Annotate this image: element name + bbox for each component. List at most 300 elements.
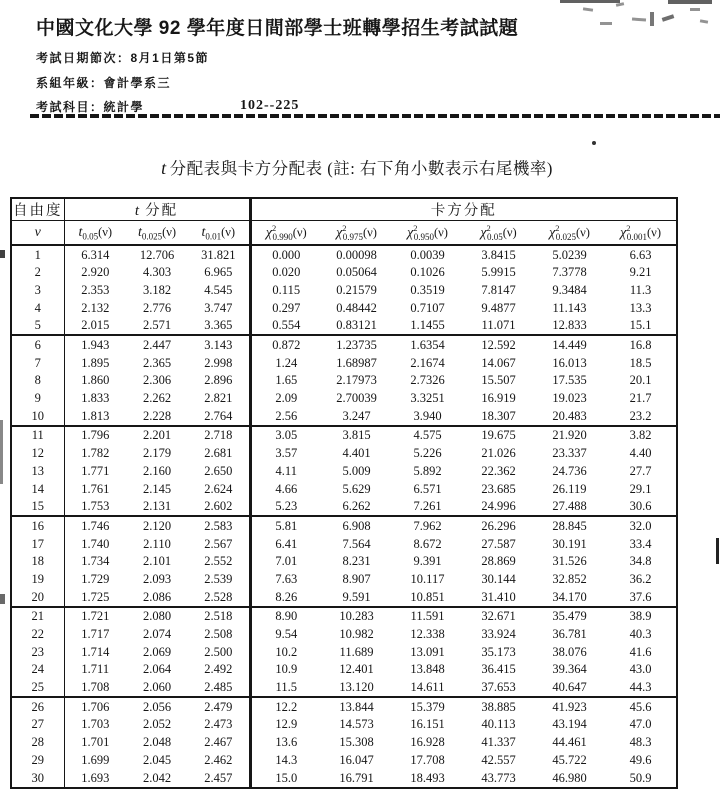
value-cell: 15.0	[275, 770, 298, 785]
table-row	[11, 716, 677, 734]
value-cell: 2.479	[188, 697, 250, 716]
df-cell: 2	[11, 264, 64, 282]
df-cell: 1	[11, 245, 64, 264]
col-header-chi-0-975: $\chi^2_{0.975}(\nu)$	[321, 221, 392, 246]
value-cell: 18.5	[629, 355, 652, 370]
value-cell: 24.996	[481, 499, 516, 514]
value-cell: 1.943	[64, 335, 126, 354]
value-cell: 2.045	[142, 752, 172, 767]
value-cell: 24.736	[552, 463, 587, 478]
value-cell: 31.821	[188, 245, 250, 264]
value-cell: 1.65	[275, 373, 298, 388]
value-cell: 37.6	[629, 589, 652, 604]
df-cell: 9	[11, 390, 64, 408]
value-cell: 9.3484	[552, 282, 587, 297]
value-cell: 47.0	[629, 717, 652, 732]
value-cell: 11.5	[275, 680, 297, 695]
value-cell: 27.587	[481, 536, 516, 551]
value-cell: 45.6	[605, 697, 677, 716]
col-header-t-0-025: $t_{0.025}(\nu)$	[126, 221, 188, 246]
value-cell: 1.734	[81, 554, 110, 569]
value-cell: 1.860	[81, 373, 110, 388]
value-cell: 36.415	[481, 662, 516, 677]
value-cell: 20.1	[629, 373, 652, 388]
value-cell: 1.703	[81, 717, 110, 732]
table-row	[11, 588, 677, 607]
value-cell: 31.526	[552, 554, 587, 569]
value-cell: 3.940	[413, 408, 442, 423]
value-cell: 0.1026	[410, 265, 445, 280]
value-cell: 50.9	[629, 770, 652, 785]
value-cell: 2.821	[188, 390, 250, 408]
value-cell: 2.552	[188, 553, 250, 571]
table-row	[11, 516, 677, 535]
value-cell: 9.4877	[481, 300, 516, 315]
table-row	[11, 751, 677, 769]
df-cell: 14	[11, 480, 64, 498]
value-cell: 4.575	[392, 426, 463, 445]
value-cell: 43.773	[481, 770, 516, 785]
value-cell: 0.3519	[410, 282, 445, 297]
value-cell: 2.110	[143, 536, 171, 551]
value-cell: 2.160	[142, 463, 172, 478]
value-cell: 16.047	[339, 752, 374, 767]
table-row	[11, 661, 677, 679]
value-cell: 22.362	[481, 463, 516, 478]
table-row	[11, 498, 677, 517]
value-cell: 16.791	[339, 770, 374, 785]
table-row	[11, 697, 677, 716]
value-cell: 1.711	[81, 662, 110, 677]
value-cell: 16.919	[481, 391, 516, 406]
value-cell: 1.771	[81, 463, 110, 478]
value-cell: 10.851	[410, 589, 445, 604]
value-cell: 33.924	[481, 627, 516, 642]
table-row	[11, 390, 677, 408]
t-group-label: 分配	[145, 203, 179, 219]
value-cell: 6.41	[275, 536, 298, 551]
value-cell: 2.467	[188, 734, 250, 752]
df-cell: 23	[11, 643, 64, 661]
value-cell: 36.781	[552, 627, 587, 642]
scan-artifact	[662, 14, 675, 22]
value-cell: 9.21	[629, 265, 652, 280]
sub-header-row	[11, 221, 677, 246]
table-row	[11, 354, 677, 372]
table-row	[11, 462, 677, 480]
value-cell: 2.064	[142, 662, 172, 677]
value-cell: 9.591	[342, 589, 371, 604]
scan-artifact	[592, 141, 596, 145]
value-cell: 1.746	[64, 516, 126, 535]
value-cell: 2.048	[142, 735, 172, 750]
col-header-chi-0-990: $\chi^2_{0.990}(\nu)$	[250, 221, 321, 246]
col-header-t-0-01: $t_{0.01}(\nu)$	[188, 221, 250, 246]
df-cell: 7	[11, 354, 64, 372]
df-cell: 5	[11, 317, 64, 336]
value-cell: 13.091	[410, 644, 445, 659]
value-cell: 5.0239	[552, 247, 587, 262]
value-cell: 8.907	[342, 571, 371, 586]
value-cell: 4.545	[188, 281, 250, 299]
value-cell: 40.647	[552, 680, 587, 695]
df-cell: 17	[11, 535, 64, 553]
df-cell: 30	[11, 769, 64, 788]
value-cell: 2.086	[142, 589, 172, 604]
value-cell: 1.721	[64, 607, 126, 626]
value-cell: 21.920	[534, 426, 605, 445]
value-cell: 27.488	[552, 499, 587, 514]
value-cell: 36.2	[629, 571, 652, 586]
value-cell: 2.473	[188, 716, 250, 734]
value-cell: 3.82	[605, 426, 677, 445]
value-cell: 5.81	[250, 516, 321, 535]
value-cell: 2.56	[275, 408, 298, 423]
table-row	[11, 607, 677, 626]
df-cell: 29	[11, 751, 64, 769]
value-cell: 16.928	[410, 735, 445, 750]
value-cell: 0.554	[272, 318, 301, 333]
value-cell: 2.353	[81, 282, 110, 297]
table-row	[11, 553, 677, 571]
value-cell: 7.962	[392, 516, 463, 535]
value-cell: 30.144	[481, 571, 516, 586]
value-cell: 4.40	[629, 446, 652, 461]
value-cell: 41.923	[534, 697, 605, 716]
value-cell: 27.7	[629, 463, 652, 478]
value-cell: 7.261	[413, 499, 442, 514]
value-cell: 2.571	[142, 318, 172, 333]
dashed-divider	[30, 114, 720, 118]
table-row	[11, 570, 677, 588]
value-cell: 5.23	[275, 499, 298, 514]
value-cell: 16.8	[605, 335, 677, 354]
value-cell: 13.120	[339, 680, 374, 695]
value-cell: 6.571	[413, 481, 442, 496]
distribution-table	[10, 197, 678, 789]
df-cell: 25	[11, 679, 64, 698]
value-cell: 2.093	[142, 571, 172, 586]
value-cell: 2.602	[188, 498, 250, 517]
value-cell: 2.764	[188, 407, 250, 426]
value-cell: 12.9	[275, 717, 298, 732]
df-cell: 27	[11, 716, 64, 734]
table-row	[11, 480, 677, 498]
scan-artifact	[716, 538, 719, 564]
value-cell: 3.182	[142, 282, 172, 297]
value-cell: 1.895	[81, 355, 110, 370]
value-cell: 8.672	[413, 536, 442, 551]
value-cell: 12.592	[463, 335, 534, 354]
value-cell: 1.708	[81, 680, 110, 695]
value-cell: 3.57	[275, 446, 298, 461]
value-cell: 2.201	[126, 426, 188, 445]
value-cell: 35.479	[534, 607, 605, 626]
value-cell: 2.718	[188, 426, 250, 445]
value-cell: 1.813	[81, 408, 110, 423]
value-cell: 28.845	[534, 516, 605, 535]
value-cell: 2.09	[275, 391, 298, 406]
value-cell: 11.591	[392, 607, 463, 626]
value-cell: 15.379	[392, 697, 463, 716]
value-cell: 8.90	[250, 607, 321, 626]
value-cell: 9.391	[413, 554, 442, 569]
value-cell: 2.042	[142, 770, 172, 785]
value-cell: 14.573	[339, 717, 374, 732]
scan-artifact	[0, 594, 5, 604]
value-cell: 38.9	[605, 607, 677, 626]
value-cell: 2.500	[188, 643, 250, 661]
value-cell: 2.069	[142, 644, 172, 659]
value-cell: 23.685	[481, 481, 516, 496]
value-cell: 1.796	[64, 426, 126, 445]
value-cell: 37.653	[481, 680, 516, 695]
value-cell: 1.24	[275, 355, 298, 370]
value-cell: 2.492	[188, 661, 250, 679]
value-cell: 2.447	[126, 335, 188, 354]
value-cell: 0.000	[272, 247, 301, 262]
value-cell: 15.308	[339, 735, 374, 750]
value-cell: 12.2	[250, 697, 321, 716]
t-group-header	[64, 198, 250, 221]
value-cell: 26.296	[463, 516, 534, 535]
value-cell: 44.3	[629, 680, 652, 695]
df-cell: 16	[11, 516, 64, 535]
table-row	[11, 769, 677, 788]
table-row	[11, 407, 677, 426]
value-cell: 45.722	[552, 752, 587, 767]
value-cell: 16.151	[410, 717, 445, 732]
value-cell: 1.6354	[392, 335, 463, 354]
value-cell: 2.567	[188, 535, 250, 553]
table-row	[11, 535, 677, 553]
value-cell: 2.052	[142, 717, 172, 732]
value-cell: 7.01	[275, 554, 298, 569]
value-cell: 1.23735	[321, 335, 392, 354]
df-cell: 8	[11, 372, 64, 390]
value-cell: 30.6	[629, 499, 652, 514]
value-cell: 2.462	[188, 751, 250, 769]
class-group-line: 系組年級：會計學系三	[36, 76, 172, 90]
value-cell: 48.3	[629, 735, 652, 750]
value-cell: 1.699	[81, 752, 110, 767]
value-cell: 13.3	[629, 300, 652, 315]
value-cell: 44.461	[552, 735, 587, 750]
value-cell: 15.1	[629, 318, 652, 333]
value-cell: 2.776	[142, 300, 172, 315]
value-cell: 43.0	[629, 662, 652, 677]
value-cell: 28.869	[481, 554, 516, 569]
value-cell: 3.815	[321, 426, 392, 445]
table-row	[11, 317, 677, 336]
value-cell: 41.337	[481, 735, 516, 750]
value-cell: 2.145	[142, 481, 172, 496]
table-title-t-symbol: t	[161, 158, 167, 178]
value-cell: 1.1455	[410, 318, 445, 333]
value-cell: 23.337	[552, 446, 587, 461]
value-cell: 38.076	[552, 644, 587, 659]
value-cell: 11.689	[339, 644, 374, 659]
scan-artifact	[0, 250, 5, 258]
value-cell: 2.70039	[336, 391, 377, 406]
value-cell: 2.120	[126, 516, 188, 535]
scan-artifact	[700, 19, 708, 23]
value-cell: 4.11	[275, 463, 297, 478]
value-cell: 1.706	[64, 697, 126, 716]
value-cell: 32.671	[463, 607, 534, 626]
value-cell: 2.074	[142, 627, 172, 642]
table-row	[11, 281, 677, 299]
exam-session-line: 考試日期節次：8月1日第5節	[36, 51, 210, 65]
df-cell: 24	[11, 661, 64, 679]
value-cell: 1.714	[81, 644, 110, 659]
value-cell: 1.740	[81, 536, 110, 551]
table-row	[11, 679, 677, 698]
value-cell: 0.297	[272, 300, 301, 315]
value-cell: 0.05064	[336, 265, 377, 280]
value-cell: 2.365	[142, 355, 172, 370]
value-cell: 11.071	[481, 318, 516, 333]
value-cell: 14.449	[534, 335, 605, 354]
df-cell: 21	[11, 607, 64, 626]
df-cell: 4	[11, 299, 64, 317]
value-cell: 38.885	[463, 697, 534, 716]
value-cell: 18.307	[481, 408, 516, 423]
value-cell: 12.401	[339, 662, 374, 677]
value-cell: 2.650	[188, 462, 250, 480]
value-cell: 2.539	[188, 570, 250, 588]
df-cell: 20	[11, 588, 64, 607]
value-cell: 3.247	[342, 408, 371, 423]
value-cell: 0.872	[250, 335, 321, 354]
value-cell: 3.3251	[410, 391, 445, 406]
value-cell: 30.191	[552, 536, 587, 551]
value-cell: 15.507	[481, 373, 516, 388]
value-cell: 6.965	[188, 264, 250, 282]
value-cell: 1.717	[81, 627, 110, 642]
value-cell: 3.747	[188, 299, 250, 317]
df-cell: 19	[11, 570, 64, 588]
value-cell: 2.060	[142, 680, 172, 695]
col-header-chi-0-950: $\chi^2_{0.950}(\nu)$	[392, 221, 463, 246]
df-cell: 12	[11, 445, 64, 463]
value-cell: 33.4	[629, 536, 652, 551]
paper-code: 102--225	[240, 98, 300, 113]
value-cell: 19.675	[463, 426, 534, 445]
value-cell: 11.3	[629, 282, 652, 297]
table-row	[11, 734, 677, 752]
df-cell: 11	[11, 426, 64, 445]
table-row	[11, 445, 677, 463]
col-header-chi-0-001: $\chi^2_{0.001}(\nu)$	[605, 221, 677, 246]
value-cell: 10.283	[321, 607, 392, 626]
value-cell: 32.0	[605, 516, 677, 535]
scan-artifact	[560, 0, 620, 3]
table-row	[11, 372, 677, 390]
table-title	[0, 155, 714, 179]
scan-artifact	[0, 420, 3, 484]
value-cell: 2.457	[188, 769, 250, 788]
page-title: 中國文化大學 92 學年度日間部學士班轉學招生考試試題	[36, 18, 519, 39]
df-symbol-header: ν	[11, 221, 64, 246]
value-cell: 1.782	[81, 446, 110, 461]
value-cell: 1.68987	[336, 355, 377, 370]
df-cell: 13	[11, 462, 64, 480]
df-cell: 10	[11, 407, 64, 426]
value-cell: 3.143	[188, 335, 250, 354]
value-cell: 7.8147	[481, 282, 516, 297]
scan-artifact	[690, 8, 700, 11]
value-cell: 13.848	[410, 662, 445, 677]
value-cell: 1.725	[81, 589, 110, 604]
scan-artifact	[650, 12, 654, 26]
value-cell: 6.908	[321, 516, 392, 535]
value-cell: 13.6	[275, 735, 298, 750]
value-cell: 2.17973	[336, 373, 377, 388]
value-cell: 39.364	[552, 662, 587, 677]
value-cell: 9.54	[275, 627, 298, 642]
value-cell: 2.262	[142, 391, 172, 406]
value-cell: 0.00098	[336, 247, 377, 262]
df-cell: 28	[11, 734, 64, 752]
value-cell: 3.8415	[481, 247, 516, 262]
chi-group-header: 卡方分配	[250, 198, 677, 221]
value-cell: 1.701	[81, 735, 110, 750]
value-cell: 1.833	[81, 391, 110, 406]
scan-artifact	[583, 7, 593, 11]
group-header-row	[11, 198, 677, 221]
value-cell: 2.132	[81, 300, 110, 315]
value-cell: 12.833	[552, 318, 587, 333]
value-cell: 7.63	[275, 571, 298, 586]
value-cell: 2.896	[188, 372, 250, 390]
value-cell: 2.624	[188, 480, 250, 498]
value-cell: 2.015	[81, 318, 110, 333]
value-cell: 32.852	[552, 571, 587, 586]
scan-artifact	[668, 0, 712, 4]
table-row	[11, 264, 677, 282]
value-cell: 3.365	[188, 317, 250, 336]
table-title-text: 分配表與卡方分配表 (註: 右下角小數表示右尾機率)	[169, 159, 553, 178]
value-cell: 1.761	[81, 481, 110, 496]
value-cell: 0.21579	[336, 282, 377, 297]
value-cell: 40.3	[629, 627, 652, 642]
table-row	[11, 245, 677, 264]
df-cell: 22	[11, 625, 64, 643]
value-cell: 10.2	[275, 644, 298, 659]
col-header-t-0-05: $t_{0.05}(\nu)$	[64, 221, 126, 246]
value-cell: 2.485	[188, 679, 250, 698]
value-cell: 0.48442	[336, 300, 377, 315]
col-header-chi-0-05: $\chi^2_{0.05}(\nu)$	[463, 221, 534, 246]
value-cell: 0.0039	[410, 247, 445, 262]
value-cell: 17.708	[410, 752, 445, 767]
value-cell: 6.63	[629, 247, 652, 262]
value-cell: 2.7326	[410, 373, 445, 388]
value-cell: 29.1	[629, 481, 652, 496]
value-cell: 2.998	[188, 354, 250, 372]
value-cell: 8.231	[342, 554, 371, 569]
value-cell: 5.226	[413, 446, 442, 461]
value-cell: 2.056	[126, 697, 188, 716]
value-cell: 40.113	[481, 717, 516, 732]
value-cell: 1.753	[81, 499, 110, 514]
value-cell: 5.629	[342, 481, 371, 496]
scan-artifact	[600, 22, 612, 25]
table-row	[11, 299, 677, 317]
value-cell: 2.508	[188, 625, 250, 643]
value-cell: 0.115	[272, 282, 301, 297]
